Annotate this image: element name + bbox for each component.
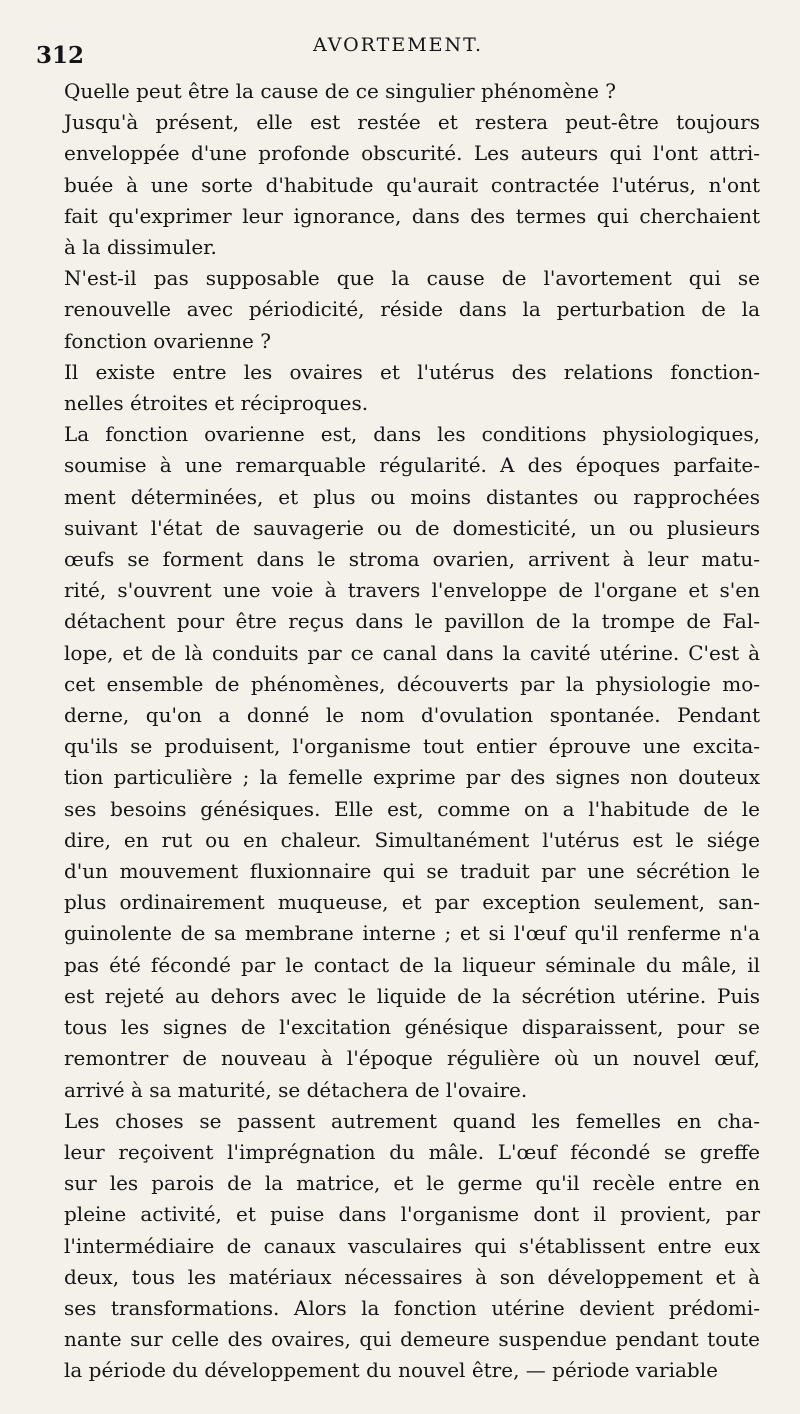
text-line: tion particulière ; la femelle exprime par des signes non douteux — [64, 765, 760, 790]
text-line: l'intermédiaire de canaux vasculaires qui s'établissent entre eux — [64, 1233, 760, 1258]
text-line: arrivé à sa maturité, se détachera de l'ovaire. — [64, 1077, 528, 1102]
text-line: suivant l'état de sauvagerie ou de domesticité, un ou plusieurs — [64, 515, 760, 540]
paragraph — [36, 107, 760, 263]
page-header — [36, 30, 760, 76]
text-line: leur reçoivent l'imprégnation du mâle. L'œuf fécondé se greffe — [64, 1139, 760, 1164]
text-line: N'est-il pas supposable que la cause de l'avortement qui se — [64, 266, 760, 291]
text-line: Il existe entre les ovaires et l'utérus des relations fonction- — [64, 359, 760, 384]
running-title: AVORTEMENT. — [312, 34, 484, 56]
text-line: enveloppée d'une profonde obscurité. Les auteurs qui l'ont attri- — [64, 141, 760, 166]
text-line: fonction ovarienne ? — [64, 328, 271, 353]
text-line: œufs se forment dans le stroma ovarien, arrivent à leur matu- — [64, 547, 760, 572]
text-line: plus ordinairement muqueuse, et par exception seulement, san- — [64, 890, 760, 915]
text-line: derne, qu'on a donné le nom d'ovulation spontanée. Pendant — [64, 703, 760, 728]
text-line: Les choses se passent autrement quand les femelles en cha- — [64, 1108, 760, 1133]
text-line: deux, tous les matériaux nécessaires à son développement et à — [64, 1264, 760, 1289]
text-line: qu'ils se produisent, l'organisme tout entier éprouve une excita- — [64, 734, 760, 759]
text-line: d'un mouvement fluxionnaire qui se traduit par une sécrétion le — [64, 859, 760, 884]
text-line: lope, et de là conduits par ce canal dans la cavité utérine. C'est à — [64, 640, 760, 665]
text-line: buée à une sorte d'habitude qu'aurait contractée l'utérus, n'ont — [64, 172, 760, 197]
page-number: 312 — [36, 42, 85, 69]
text-line: renouvelle avec périodicité, réside dans la perturbation de la — [64, 297, 760, 322]
text-line: sur les parois de la matrice, et le germe qu'il recèle entre en — [64, 1171, 760, 1196]
text-line: ses besoins génésiques. Elle est, comme on a l'habitude de le — [64, 796, 760, 821]
text-line: Jusqu'à présent, elle est restée et restera peut-être toujours — [64, 110, 760, 135]
text-line: à la dissimuler. — [64, 235, 217, 260]
text-line: soumise à une remarquable régularité. A des époques parfaite- — [64, 453, 760, 478]
paragraph — [36, 419, 760, 1105]
body-text — [36, 76, 760, 1387]
text-line: remontrer de nouveau à l'époque régulière où un nouvel œuf, — [64, 1046, 760, 1071]
text-line: fait qu'exprimer leur ignorance, dans des termes qui cherchaient — [64, 203, 760, 228]
text-line: nelles étroites et réciproques. — [64, 391, 369, 416]
text-line: pleine activité, et puise dans l'organisme dont il provient, par — [64, 1202, 760, 1227]
text-line: Quelle peut être la cause de ce singulier phénomène ? — [64, 79, 616, 103]
text-line: La fonction ovarienne est, dans les conditions physiologiques, — [64, 422, 760, 447]
text-line: rité, s'ouvrent une voie à travers l'enveloppe de l'organe et s'en — [64, 578, 760, 603]
text-line: dire, en rut ou en chaleur. Simultanément l'utérus est le siége — [64, 827, 760, 852]
paragraph — [36, 263, 760, 357]
paragraph — [36, 357, 760, 419]
text-line: pas été fécondé par le contact de la liqueur séminale du mâle, il — [64, 952, 760, 977]
paragraph — [36, 76, 760, 107]
text-line: ses transformations. Alors la fonction utérine devient prédomi- — [64, 1295, 760, 1320]
paragraph — [36, 1106, 760, 1387]
text-line: cet ensemble de phénomènes, découverts par la physiologie mo- — [64, 671, 760, 696]
text-line: ment déterminées, et plus ou moins distantes ou rapprochées — [64, 484, 760, 509]
text-line: détachent pour être reçus dans le pavillon de la trompe de Fal- — [64, 609, 760, 634]
text-line: nante sur celle des ovaires, qui demeure suspendue pendant toute — [64, 1327, 760, 1352]
text-line: guinolente de sa membrane interne ; et si l'œuf qu'il renferme n'a — [64, 921, 760, 946]
text-line: la période du développement du nouvel être, — période variable — [64, 1358, 718, 1383]
text-line: est rejeté au dehors avec le liquide de la sécrétion utérine. Puis — [64, 983, 760, 1008]
text-line: tous les signes de l'excitation génésique disparaissent, pour se — [64, 1015, 760, 1040]
